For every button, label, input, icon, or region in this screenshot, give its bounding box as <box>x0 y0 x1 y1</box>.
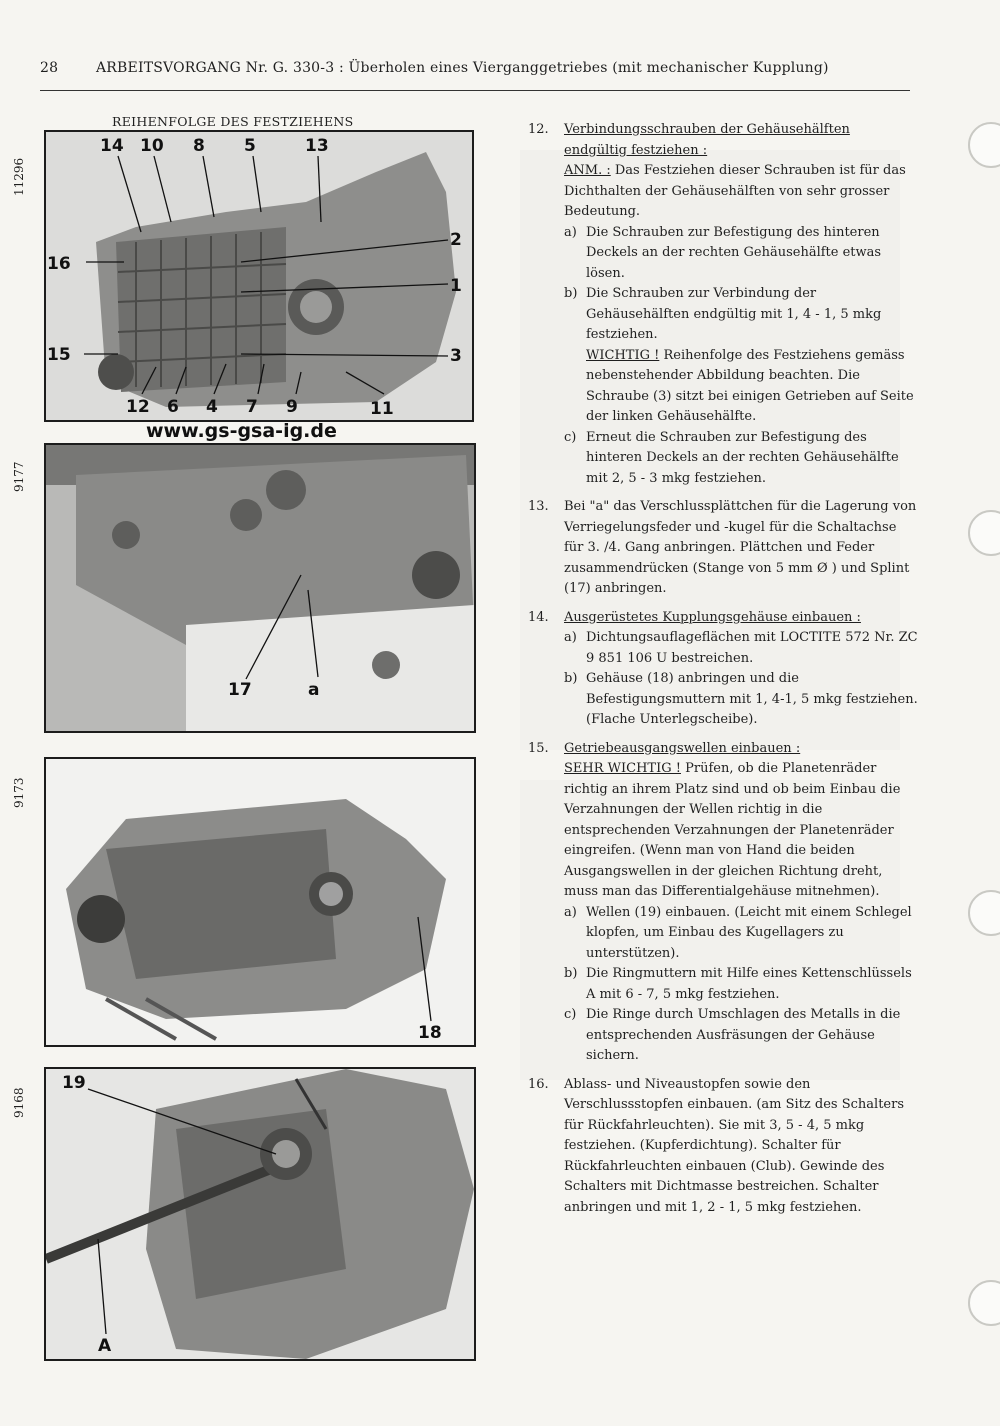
instructions-column <box>528 120 918 1226</box>
callout-label: 7 <box>246 397 258 417</box>
step-12 <box>528 120 918 489</box>
figure-output-shafts <box>44 1067 476 1361</box>
callout-label: 17 <box>228 680 252 700</box>
step-13 <box>528 497 918 600</box>
sub-item-label: b) <box>564 286 578 301</box>
callout-label: 16 <box>47 254 71 274</box>
sub-item <box>564 223 918 285</box>
step-16 <box>528 1075 918 1219</box>
sub-item-label: a) <box>564 904 577 920</box>
callout-label: 10 <box>140 136 164 156</box>
gearbox-photo-1 <box>46 132 472 420</box>
warning <box>564 759 918 903</box>
punch-hole <box>968 122 1000 168</box>
figure-number: 9168 <box>12 1087 26 1118</box>
sub-item-text: Erneut die Schrauben zur Befestigung des hinteren Deckels an der rechten Gehäusehälfte mit 2, 5 - 3 mkg festziehen. <box>586 429 899 486</box>
figure-detail-a <box>44 443 476 733</box>
figure-number: 9173 <box>12 777 26 808</box>
warning-label: SEHR WICHTIG ! <box>564 761 681 776</box>
callout-label: 9 <box>286 397 298 417</box>
callout-label: 14 <box>100 136 124 156</box>
callout-label: 15 <box>47 345 71 365</box>
sub-item <box>564 903 918 965</box>
callout-label: 3 <box>450 346 462 366</box>
sub-item <box>564 628 918 669</box>
callout-label: 12 <box>126 397 150 417</box>
sub-item-text: Die Schrauben zur Befestigung des hinteren Deckels an der rechten Gehäusehälfte etwas lösen. <box>586 224 882 281</box>
callout-label: 11 <box>370 399 394 419</box>
step-text: Ablass- und Niveaustopfen sowie den Verschlussstopfen einbauen. (am Sitz des Schalters für Rückfahrleuchten). Sie mit 3, 5 - 4, 5 mkg festziehen. (Kupferdichtung). Schalter für Rückfahrleuchten einbauen (Club). Gewinde des Schalters mit Dichtmasse bestreichen. Schalter anbringen und mit 1, 2 - 1, 5 mkg festziehen. <box>564 1076 904 1215</box>
sub-item-text: Wellen (19) einbauen. (Leicht mit einem Schlegel klopfen, um Einbau des Kugellagers zu unterstützen). <box>586 904 912 961</box>
sub-item-text: Die Schrauben zur Verbindung der Gehäusehälften endgültig mit 1, 4 - 1, 5 mkg festziehen. <box>586 286 882 342</box>
sub-item-label: a) <box>564 630 577 645</box>
step-number: 16. <box>528 1076 549 1092</box>
punch-hole <box>968 1280 1000 1326</box>
callout-label: 1 <box>450 276 462 296</box>
callout-label: A <box>98 1336 112 1356</box>
page-header <box>40 60 905 76</box>
punch-hole <box>968 890 1000 936</box>
step-14 <box>528 608 918 731</box>
step-heading: endgültig festziehen : <box>564 142 708 158</box>
callout-label: 13 <box>305 136 329 156</box>
header-rule <box>40 90 910 91</box>
warning-text: Prüfen, ob die Planetenräder richtig an ihrem Platz sind und ob beim Einbau die Verzahnungen der Wellen richtig in die entsprechenden Verzahnungen der Planetenräder eingreifen. (Wenn man von Hand die beiden Ausgangswellen in der gleichen Richtung dreht, muss man das Differentialgehäuse mitnehmen). <box>564 761 901 899</box>
note-text: Das Festziehen dieser Schrauben ist für das Dichthalten der Gehäusehälften von sehr grosser Bedeutung. <box>564 163 906 219</box>
callout-label: 19 <box>62 1073 86 1093</box>
sub-item-label: b) <box>564 966 578 981</box>
figure-tightening-order <box>44 130 474 422</box>
note-label: ANM. : <box>564 163 611 178</box>
sub-item <box>564 428 918 490</box>
step-number: 13. <box>528 499 549 514</box>
sub-item-text: Die Ringmuttern mit Hilfe eines Kettenschlüssels A mit 6 - 7, 5 mkg festziehen. <box>586 966 912 1002</box>
step-text: Bei "a" das Verschlussplättchen für die Lagerung von Verriegelungsfeder und -kugel für die Schaltachse für 3. /4. Gang anbringen. Plättchen und Feder zusammendrücken (Stange von 5 mm Ø ) und Splint (17) anbringen. <box>564 499 917 596</box>
callout-label: 5 <box>244 136 256 156</box>
step-heading: Verbindungsschrauben der Gehäusehälften <box>564 122 850 137</box>
step-heading: Ausgerüstetes Kupplungsgehäuse einbauen : <box>564 609 861 625</box>
gearbox-photo-4 <box>46 1069 474 1359</box>
step-number: 14. <box>528 609 549 625</box>
warning-text: Reihenfolge des Festziehens gemäss nebenstehender Abbildung beachten. Die Schraube (3) sitzt bei einigen Getrieben auf Seite der linken Gehäusehälfte. <box>586 347 914 424</box>
sub-item-label: b) <box>564 671 578 686</box>
step-heading: Getriebeausgangswellen einbauen : <box>564 740 801 756</box>
callout-label: 18 <box>418 1023 442 1043</box>
step-number: 12. <box>528 122 549 137</box>
figure-number: 9177 <box>12 461 26 492</box>
sub-item <box>564 669 918 731</box>
figure-number: 11296 <box>12 157 26 196</box>
sub-item-text: Gehäuse (18) anbringen und die Befestigungsmuttern mit 1, 4-1, 5 mkg festziehen. (Flache Unterlegscheibe). <box>586 671 918 727</box>
page-title: ARBEITSVORGANG Nr. G. 330-3 : Überholen eines Vierganggetriebes (mit mechanischer Kupplung) <box>96 60 829 76</box>
callout-label: a <box>308 680 320 700</box>
callout-label: 6 <box>167 397 179 417</box>
sub-item <box>564 1005 918 1067</box>
gearbox-photo-3 <box>46 759 474 1045</box>
step-15 <box>528 739 918 1067</box>
sub-item-label: c) <box>564 429 577 445</box>
punch-hole <box>968 510 1000 556</box>
sub-item-text: Die Ringe durch Umschlagen des Metalls in die entsprechenden Ausfräsungen der Gehäuse sichern. <box>586 1007 901 1063</box>
sub-item-label: a) <box>564 224 577 240</box>
note <box>564 161 918 223</box>
sub-item <box>564 284 918 428</box>
sub-item-text: Dichtungsauflageflächen mit LOCTITE 572 Nr. ZC 9 851 106 U bestreichen. <box>586 630 918 666</box>
figure-clutch-housing <box>44 757 476 1047</box>
page-number: 28 <box>40 60 59 76</box>
step-number: 15. <box>528 740 549 756</box>
callout-label: 4 <box>206 397 218 417</box>
callout-label: 2 <box>450 230 462 250</box>
warning-label: WICHTIG ! <box>586 347 660 363</box>
callout-label: 8 <box>193 136 205 156</box>
figure-caption: REIHENFOLGE DES FESTZIEHENS <box>112 114 354 129</box>
watermark-url: www.gs-gsa-ig.de <box>146 420 337 442</box>
gearbox-photo-2 <box>46 445 474 731</box>
sub-item <box>564 964 918 1005</box>
sub-item-label: c) <box>564 1007 577 1022</box>
